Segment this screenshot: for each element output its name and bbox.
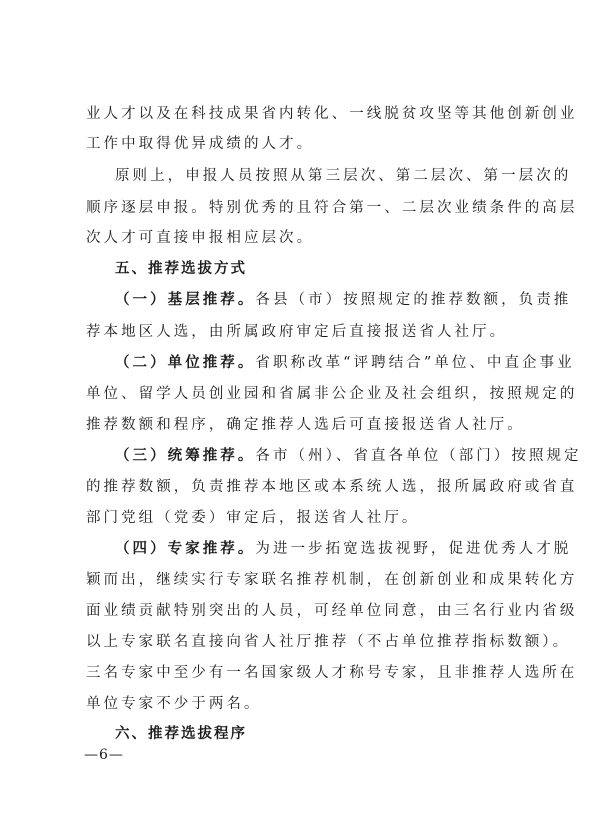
body-text-line: 单位专家不少于两名。	[86, 696, 262, 712]
paragraph-line	[115, 446, 582, 466]
page-number: —6—	[84, 747, 124, 763]
item-text: 各市（州）、省直各单位（部门）按照规定	[255, 448, 582, 464]
body-text-line: 次人才可直接申报相应层次。	[86, 230, 315, 246]
section-heading-5: 五、推荐选拔方式	[115, 261, 247, 277]
item-lead: （三）统筹推荐。	[115, 448, 256, 464]
item-lead: （四）专家推荐。	[115, 541, 256, 557]
item-text: 省职称改革“评聘结合”单位、中直企事业	[255, 355, 575, 371]
body-text-line: 业人才以及在科技成果省内转化、一线脱贫攻坚等其他创新创业	[86, 106, 578, 122]
item-text: 为进一步拓宽选拔视野，促进优秀人才脱	[255, 541, 572, 557]
body-text-line: 的推荐数额，负责推荐本地区或本系统人选，报所属政府或省直	[86, 479, 578, 495]
body-text-line: 顺序逐层申报。特别优秀的且符合第一、二层次业绩条件的高层	[86, 200, 578, 216]
body-text-line: 推荐数额和程序，确定推荐人选后可直接报送省人社厅。	[86, 417, 525, 433]
body-text-line: 以上专家联名直接向省人社厅推荐（不占单位推荐指标数额）。	[86, 634, 571, 650]
item-lead: （二）单位推荐。	[115, 355, 256, 371]
body-text-line: 单位、留学人员创业园和省属非公企业及社会组织，按照规定的	[86, 386, 578, 402]
body-text-line: 部门党组（党委）审定后，报送省人社厅。	[86, 510, 420, 526]
paragraph-line	[115, 353, 575, 373]
body-text-line: 荐本地区人选，由所属政府审定后直接报送省人社厅。	[86, 324, 508, 340]
body-text-line: 工作中取得优异成绩的人才。	[86, 136, 315, 152]
body-text-line: 三名专家中至少有一名国家级人才称号专家，且非推荐人选所在	[86, 665, 578, 681]
body-text-line: 面业绩贡献特别突出的人员，可经单位同意，由三名行业内省级	[86, 603, 578, 619]
section-heading-6: 六、推荐选拔程序	[115, 726, 247, 742]
item-lead: （一）基层推荐。	[115, 292, 256, 308]
body-text-line: 原则上，申报人员按照从第三层次、第二层次、第一层次的	[115, 168, 572, 184]
paragraph-line	[115, 290, 571, 310]
item-text: 各县（市）按照规定的推荐数额，负责推	[255, 292, 572, 308]
body-text-line: 颖而出，继续实行专家联名推荐机制，在创新创业和成果转化方	[86, 572, 578, 588]
paragraph-line	[115, 539, 571, 559]
